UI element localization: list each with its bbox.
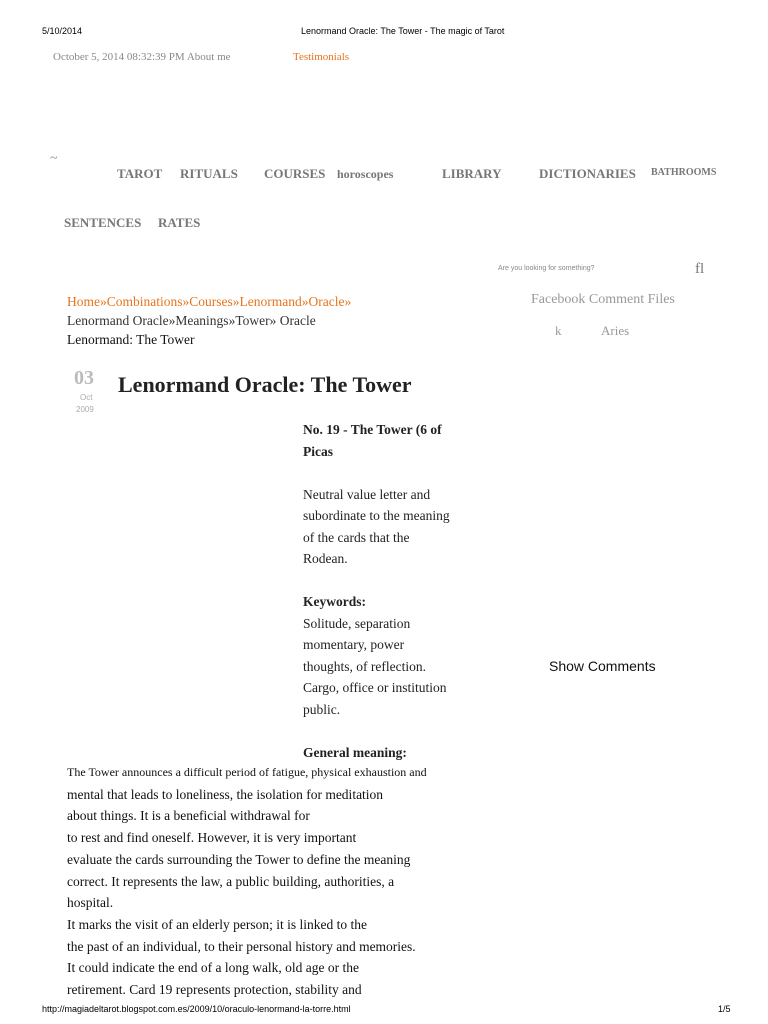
nav-item-sentences[interactable]: SENTENCES <box>64 215 142 230</box>
general-meaning-heading: General meaning: <box>303 744 407 760</box>
body-line: evaluate the cards surrounding the Tower to define the meaning <box>67 851 411 867</box>
keywords-line: public. <box>303 701 341 717</box>
post-title[interactable]: Lenormand Oracle: The Tower <box>118 372 412 397</box>
post-date-month: Oct <box>80 393 93 402</box>
body-line: the past of an individual, to their personal history and memories. <box>67 938 416 954</box>
card-heading-line-2: Picas <box>303 443 333 459</box>
nav-item-bathrooms[interactable]: BATHROOMS <box>651 167 717 178</box>
post-date-year: 2009 <box>76 405 94 414</box>
keywords-heading: Keywords: <box>303 594 366 609</box>
body-line: It could indicate the end of a long walk, old age or the <box>67 960 360 976</box>
show-comments-button[interactable]: Show Comments <box>549 658 656 674</box>
intro-line: Rodean. <box>303 551 348 566</box>
breadcrumb-current: Lenormand: The Tower <box>67 332 195 347</box>
post-card-column <box>303 419 473 763</box>
nav-item-horoscopes[interactable]: horoscopes <box>337 167 394 181</box>
body-line: The Tower announces a difficult period of fatigue, physical exhaustion and <box>67 765 427 779</box>
sidebar-item-k[interactable]: k <box>555 323 562 338</box>
general-meaning-text <box>67 762 427 1001</box>
body-line: hospital. <box>67 895 114 911</box>
sidebar-item-aries[interactable]: Aries <box>601 323 630 338</box>
nav-item-courses[interactable]: COURSES <box>264 166 326 181</box>
post-date-day: 03 <box>74 367 94 389</box>
breadcrumb-line-2[interactable]: Lenormand Oracle»Meanings»Tower» Oracle <box>67 313 316 328</box>
intro-line: of the cards that the <box>303 529 410 545</box>
intro-line: subordinate to the meaning <box>303 508 450 523</box>
keywords-line: Solitude, separation <box>303 615 411 631</box>
nav-item-tarot[interactable]: TAROT <box>117 166 163 181</box>
top-bar-datetime[interactable]: October 5, 2014 08:32:39 PM About me <box>53 51 231 63</box>
body-line: about things. It is a beneficial withdrawal for <box>67 808 310 824</box>
keywords-line: Cargo, office or institution <box>303 680 447 695</box>
print-date: 5/10/2014 <box>42 26 83 36</box>
sidebar-links[interactable]: Facebook Comment Files <box>531 292 675 307</box>
card-heading-line-1: No. 19 - The Tower (6 of <box>303 422 442 437</box>
nav-item-dictionaries[interactable]: DICTIONARIES <box>539 166 636 181</box>
testimonials-link[interactable]: Testimonials <box>293 51 350 63</box>
body-line: It marks the visit of an elderly person; it is linked to the <box>67 916 367 932</box>
search-icon[interactable]: fl <box>695 261 705 277</box>
nav-item-rates[interactable]: RATES <box>158 215 201 230</box>
decorative-tilde: ~ <box>50 151 58 166</box>
body-line: mental that leads to loneliness, the isolation for meditation <box>67 786 384 802</box>
keywords-line: thoughts, of reflection. <box>303 658 426 674</box>
nav-item-rituals[interactable]: RITUALS <box>180 166 238 181</box>
keywords-line: momentary, power <box>303 637 405 652</box>
body-line: retirement. Card 19 represents protection, stability and <box>67 982 362 998</box>
print-title: Lenormand Oracle: The Tower - The magic of Tarot <box>301 26 505 36</box>
nav-item-library[interactable]: LIBRARY <box>442 166 502 181</box>
footer-page-number: 1/5 <box>718 1004 731 1014</box>
breadcrumb-links[interactable]: Home»Combinations»Courses»Lenormand»Oracle» <box>67 294 352 309</box>
search-input[interactable]: Are you looking for something? <box>498 265 595 272</box>
intro-line: Neutral value letter and <box>303 486 431 502</box>
body-line: correct. It represents the law, a public building, authorities, a <box>67 873 395 889</box>
body-line: to rest and find oneself. However, it is very important <box>67 830 357 846</box>
footer-url: http://magiadeltarot.blogspot.com.es/2009/10/oraculo-lenormand-la-torre.html <box>42 1004 351 1014</box>
